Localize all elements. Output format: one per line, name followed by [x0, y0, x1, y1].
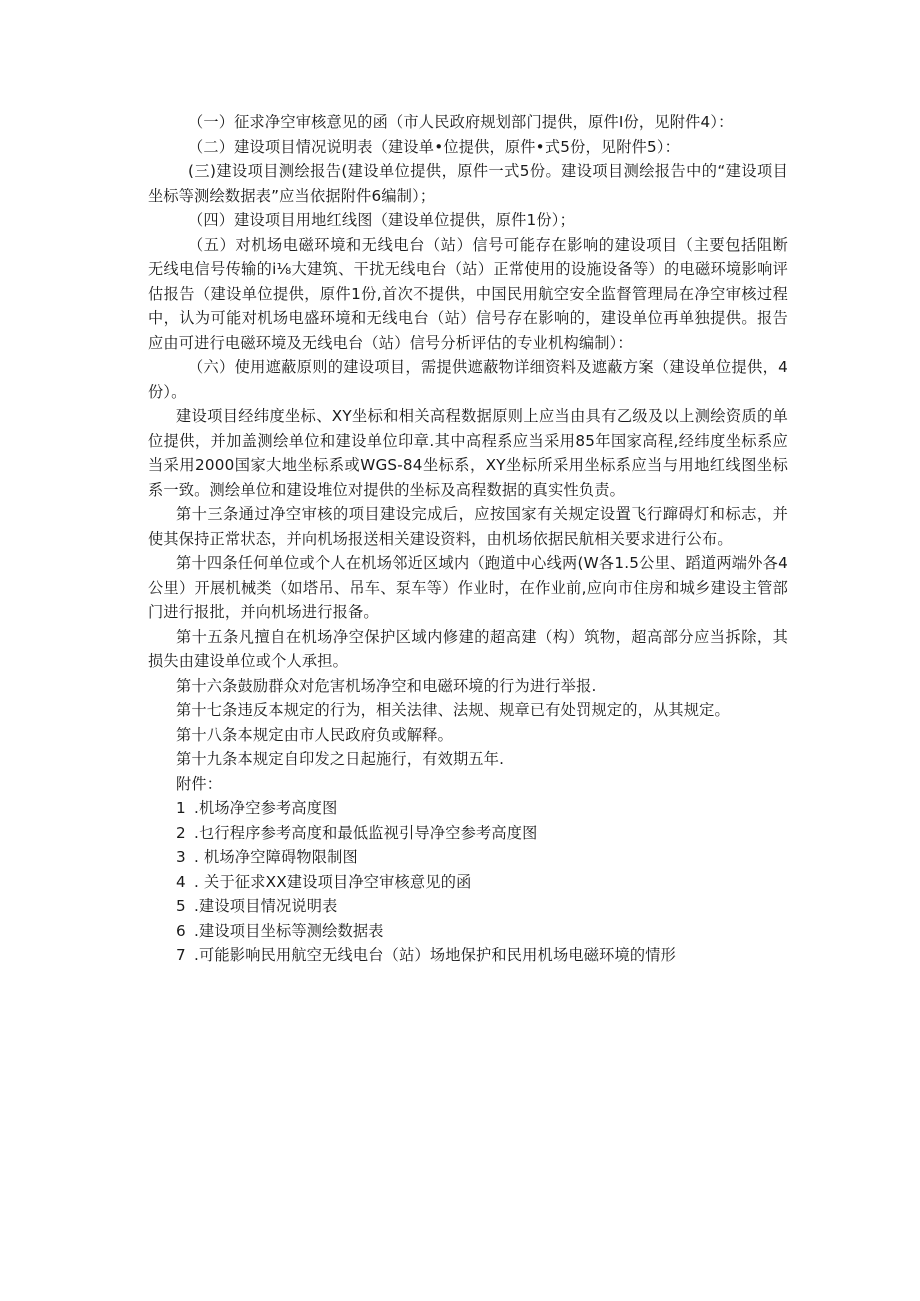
sub-item-2: （二）建设项目情况说明表（建设单•位提供，原件•式5份，见附件5）： — [188, 137, 681, 156]
article-14: 第十四条任何单位或个人在机场邻近区域内（跑道中心线两(W各1.5公里、蹈道两端外各4公里）开展机械类（如塔吊、吊车、泵车等）作业时，在作业前,应向市住房和城乡建设主管部门进行报批，并向机场进行报备。 — [148, 554, 788, 621]
attachment-item — [148, 943, 788, 968]
article-15: 第十五条凡擅自在机场净空保护区域内修建的超高建（构）筑物，超高部分应当拆除，其损失由建设单位或个人承担。 — [148, 627, 788, 670]
attachment-item — [148, 919, 788, 944]
attachment-item — [148, 894, 788, 919]
attachment-number: 3 — [176, 848, 186, 866]
attachment-item — [148, 870, 788, 895]
attachment-item — [148, 845, 788, 870]
attachment-title: .机场净空参考高度图 — [194, 799, 338, 817]
attachment-number: 5 — [176, 897, 186, 915]
sub-item-4: （四）建设项目用地红线图（建设单位提供，原件1份）； — [188, 211, 575, 229]
sub-item-3: (三)建设项目测绘报告(建设单位提供，原件一式5份。建设项目测绘报告中的“建设项目坐标等测绘数据表”应当依据附件6编制）； — [148, 162, 788, 205]
attachment-title: .乜行程序参考高度和最低监视引导净空参考高度图 — [194, 823, 538, 842]
attachment-title: .建设项目情况说明表 — [194, 897, 338, 915]
attachment-title: . 关于征求XX建设项目净空审核意见的函 — [194, 872, 472, 891]
sub-item-1: （一）征求净空审核意见的函（市人民政府规划部门提供，原件I份，见附件4）： — [188, 113, 734, 131]
document-body — [148, 110, 788, 968]
attachments-heading: 附件： — [176, 774, 223, 793]
attachment-number: 6 — [176, 921, 186, 940]
attachment-title: .建设项目坐标等测绘数据表 — [194, 921, 384, 940]
attachment-item — [148, 821, 788, 846]
article-17: 第十七条违反本规定的行为，相关法律、法规、规章已有处罚规定的，从其规定。 — [176, 701, 730, 719]
attachment-number: 4 — [176, 872, 186, 891]
attachment-item — [148, 796, 788, 821]
sub-item-6: （六）使用遮蔽原则的建设项目，需提供遮蔽物详细资料及遮蔽方案（建设单位提供，4份）。 — [148, 358, 788, 401]
article-13: 第十三条通过净空审核的项目建设完成后，应按国家有关规定设置飞行蹿碍灯和标志，并使其保持正常状态，并向机场报送相关建设资料，由机场依据民航相关要求进行公布。 — [148, 505, 788, 548]
attachment-number: 2 — [176, 823, 186, 842]
attachment-number: 1 — [176, 799, 186, 817]
attachment-number: 7 — [176, 946, 186, 964]
article-16: 第十六条鼓励群众对危害机场净空和电磁环境的行为进行举报. — [176, 676, 597, 695]
paragraph-coordinates: 建设项目经纬度坐标、XY坐标和相关高程数据原则上应当由具有乙级及以上测绘资质的单位提供，并加盖测绘单位和建设单位印章.其中高程系应当采用85年国家高程,经纬度坐标系应当采用2000国家大地坐标系或WGS-84坐标系，XY坐标所采用坐标系应当与用地红线图坐标系一致。测绘单位和建设堆位对提供的坐标及高程数据的真实性负责。 — [148, 407, 788, 499]
article-19: 第十九条本规定自印发之日起施行，有效期五年. — [176, 750, 505, 768]
attachment-title: .可能影响民用航空无线电台（站）场地保护和民用机场电磁环境的情形 — [194, 946, 677, 964]
article-18: 第十八条本规定由市人民政府负或解释。 — [176, 725, 453, 744]
attachment-title: . 机场净空障碍物限制图 — [194, 848, 358, 866]
sub-item-5: （五）对机场电磁环境和无线电台（站）信号可能存在影响的建设项目（主要包括阻断无线电信号传输的i⅛大建筑、干扰无线电台（站）正常使用的设施设备等）的电磁环境影响评估报告（建设单位提供，原件1份,首次不提供，中国民用航空安全监督管理局在净空审核过程中，认为可能对机场电盛环境和无线电台（站）信号存在影响的，建设单位再单独提供。报告应由可进行电磁环境及无线电台（站）信号分析评估的专业机构编制）： — [148, 235, 788, 352]
